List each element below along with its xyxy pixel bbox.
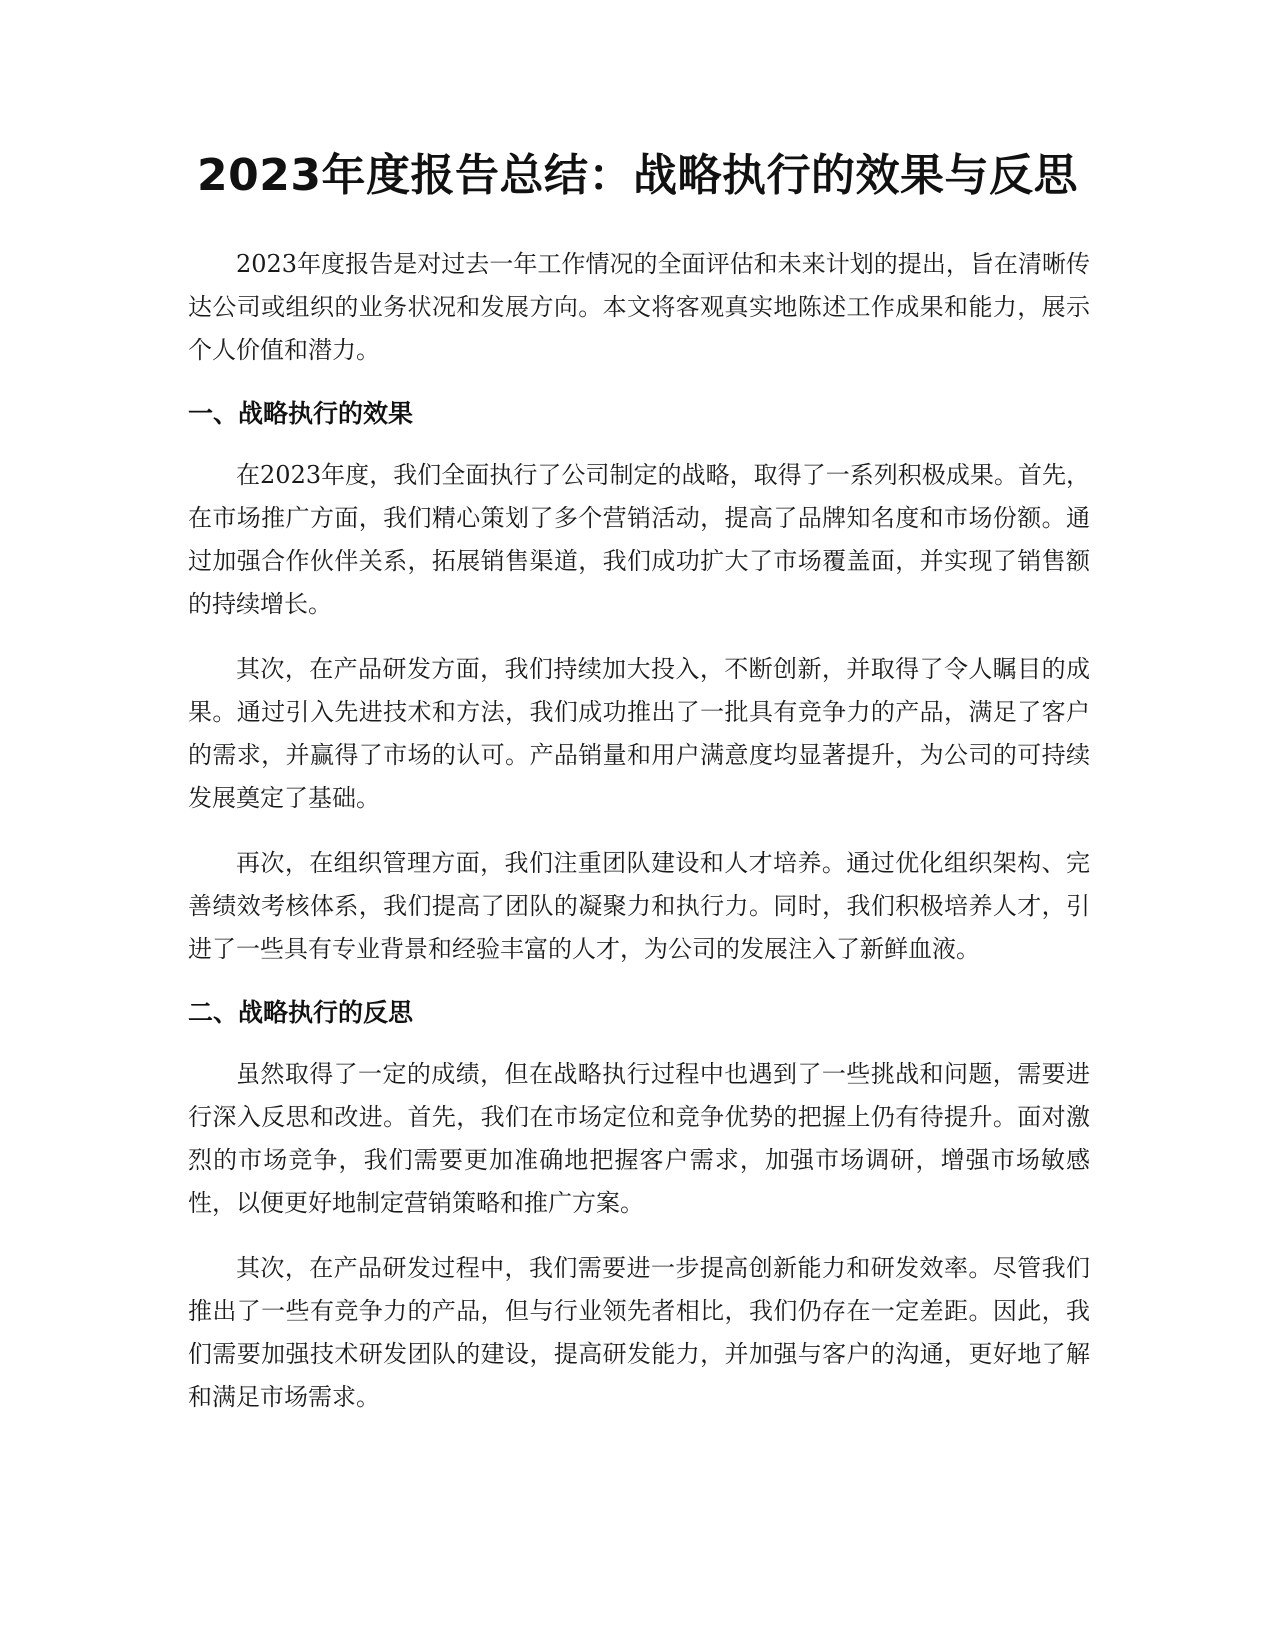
effects-paragraph-2: 其次，在产品研发方面，我们持续加大投入，不断创新，并取得了令人瞩目的成果。通过引入先进技术和方法，我们成功推出了一批具有竞争力的产品，满足了客户的需求，并赢得了市场的认可。产品销量和用户满意度均显著提升，为公司的可持续发展奠定了基础。 (188, 655, 1090, 812)
section-heading-effects: 一、战略执行的效果 (188, 399, 414, 428)
effects-paragraph-3: 再次，在组织管理方面，我们注重团队建设和人才培养。通过优化组织架构、完善绩效考核体系，我们提高了团队的凝聚力和执行力。同时，我们积极培养人才，引进了一些具有专业背景和经验丰富的人才，为公司的发展注入了新鲜血液。 (188, 849, 1090, 963)
document-title: 2023年度报告总结：战略执行的效果与反思 (197, 150, 1078, 201)
effects-paragraph-1: 在2023年度，我们全面执行了公司制定的战略，取得了一系列积极成果。首先，在市场推广方面，我们精心策划了多个营销活动，提高了品牌知名度和市场份额。通过加强合作伙伴关系，拓展销售渠道，我们成功扩大了市场覆盖面，并实现了销售额的持续增长。 (188, 461, 1090, 618)
reflection-paragraph-2: 其次，在产品研发过程中，我们需要进一步提高创新能力和研发效率。尽管我们推出了一些有竞争力的产品，但与行业领先者相比，我们仍存在一定差距。因此，我们需要加强技术研发团队的建设，提高研发能力，并加强与客户的沟通，更好地了解和满足市场需求。 (188, 1254, 1090, 1411)
document-body (188, 243, 1090, 1441)
section-heading-reflection: 二、战略执行的反思 (188, 998, 414, 1027)
reflection-paragraph-1: 虽然取得了一定的成绩，但在战略执行过程中也遇到了一些挑战和问题，需要进行深入反思和改进。首先，我们在市场定位和竞争优势的把握上仍有待提升。面对激烈的市场竞争，我们需要更加准确地把握客户需求，加强市场调研，增强市场敏感性，以便更好地制定营销策略和推广方案。 (188, 1060, 1090, 1217)
intro-paragraph: 2023年度报告是对过去一年工作情况的全面评估和未来计划的提出，旨在清晰传达公司或组织的业务状况和发展方向。本文将客观真实地陈述工作成果和能力，展示个人价值和潜力。 (188, 250, 1090, 364)
